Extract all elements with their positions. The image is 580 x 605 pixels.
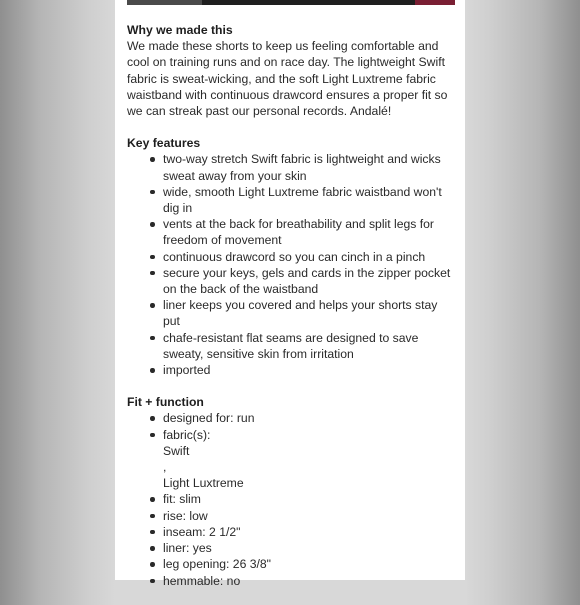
top-color-bar xyxy=(127,0,455,5)
features-heading: Key features xyxy=(127,136,201,151)
list-item: fit: slim xyxy=(163,491,455,507)
details-content xyxy=(127,22,455,605)
list-item: leg opening: 26 3/8" xyxy=(163,556,455,572)
features-section xyxy=(127,135,455,378)
list-item: imported xyxy=(163,362,455,378)
fit-list xyxy=(127,410,455,588)
fabric-swift: Swift xyxy=(163,443,190,458)
why-body: We made these shorts to keep us feeling comfortable and cool on training runs and on race day. The lightweight Swift fabric is sweat-wicking, and the soft Light Luxtreme fabric waistband with continuous drawcord ensures a proper fit so we can streak past our personal records. Andalé! xyxy=(127,39,448,119)
why-heading: Why we made this xyxy=(127,23,233,37)
fabric-separator: , xyxy=(163,460,167,475)
list-item: liner: yes xyxy=(163,540,455,556)
list-item: secure your keys, gels and cards in the zipper pocket on the back of the waistband xyxy=(163,265,455,297)
fabric-list-item xyxy=(163,427,455,492)
list-item: chafe-resistant flat seams are designed to save sweaty, sensitive skin from irritation xyxy=(163,330,455,362)
top-bar-segment xyxy=(415,0,455,5)
list-item: wide, smooth Light Luxtreme fabric waistband won't dig in xyxy=(163,184,455,216)
list-item: rise: low xyxy=(163,508,455,524)
list-item: continuous drawcord so you can cinch in a pinch xyxy=(163,249,455,265)
features-list xyxy=(127,151,455,378)
fit-heading: Fit + function xyxy=(127,395,204,410)
fit-section xyxy=(127,394,455,588)
product-details-page xyxy=(115,0,465,588)
fabric-label: fabric(s): xyxy=(163,427,211,442)
list-item: liner keeps you covered and helps your shorts stay put xyxy=(163,297,455,329)
top-bar-segment xyxy=(202,0,415,5)
list-item: designed for: run xyxy=(163,410,455,426)
list-item: hemmable: no xyxy=(163,573,455,589)
list-item: vents at the back for breathability and split legs for freedom of movement xyxy=(163,216,455,248)
list-item: inseam: 2 1/2" xyxy=(163,524,455,540)
why-section xyxy=(127,22,455,119)
list-item: two-way stretch Swift fabric is lightweight and wicks sweat away from your skin xyxy=(163,151,455,183)
fabric-light-luxtreme: Light Luxtreme xyxy=(163,476,244,491)
top-bar-segment xyxy=(127,0,202,5)
